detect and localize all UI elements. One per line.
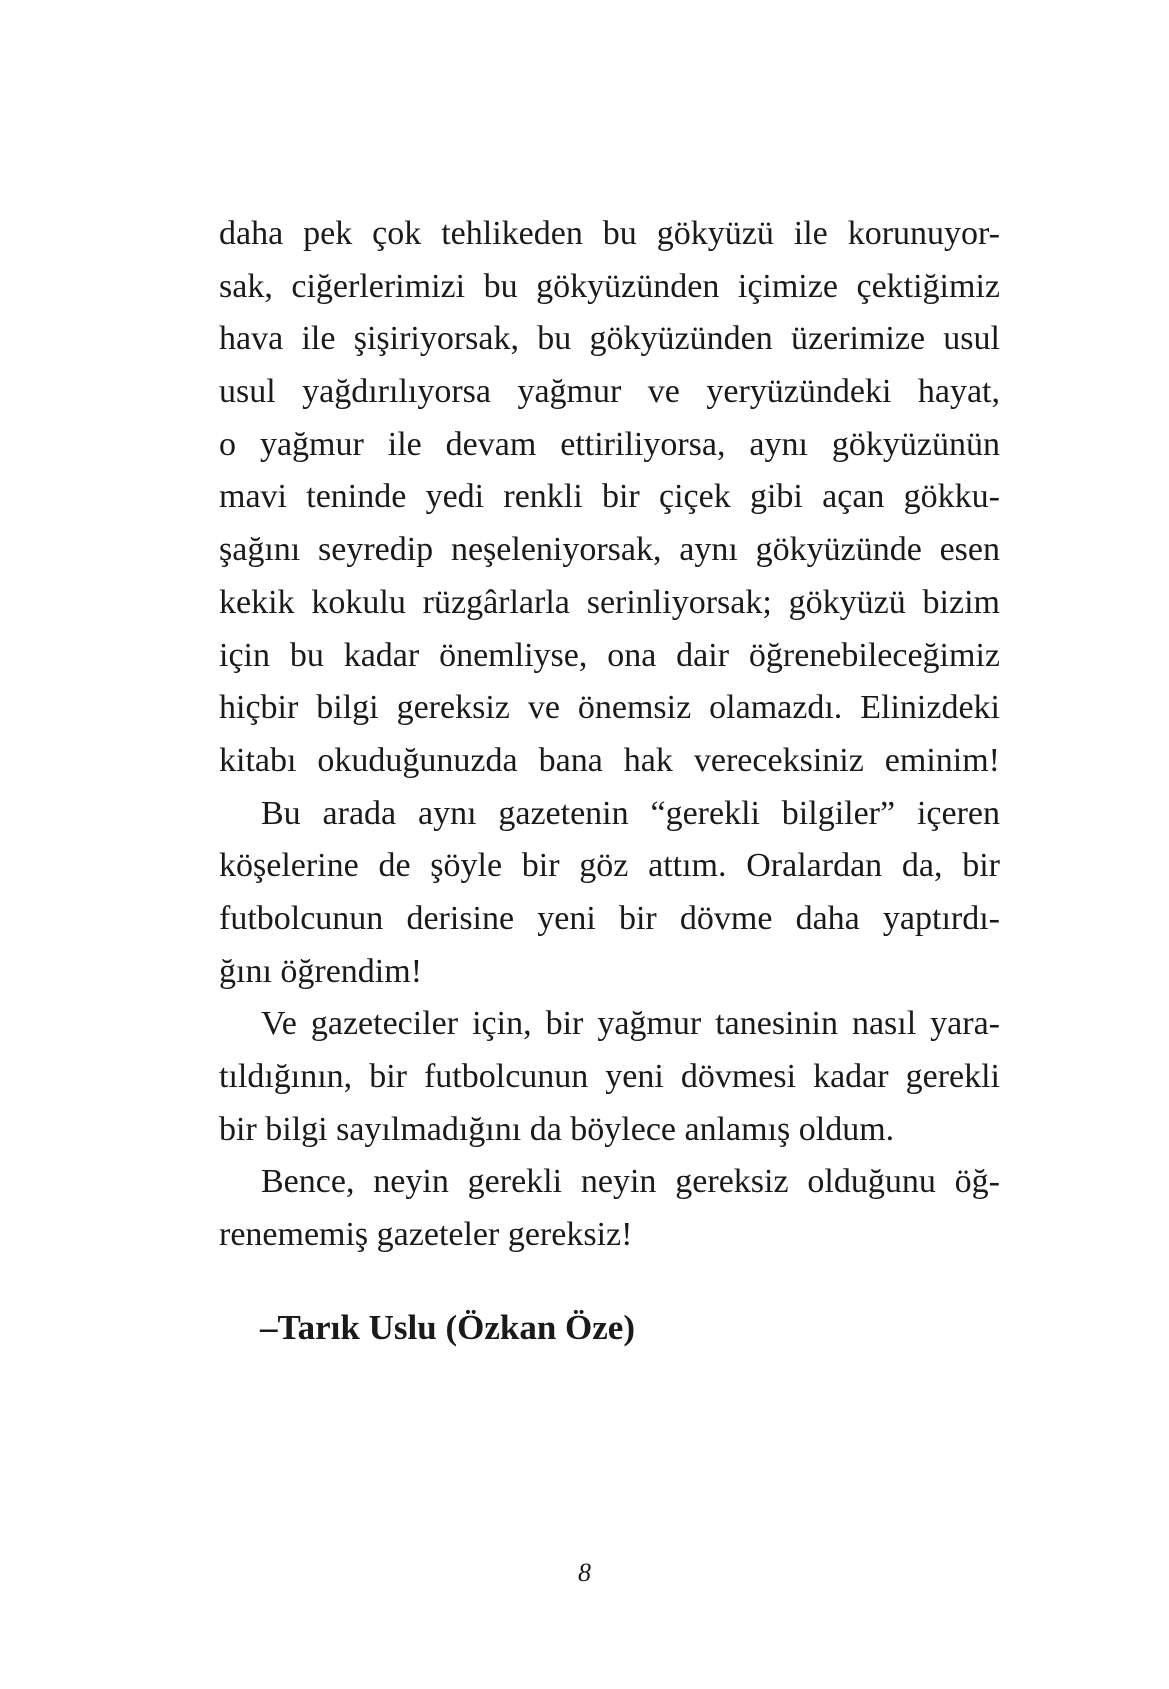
text-line: Bence, neyin gerekli neyin gereksiz olduğunu öğ- [261,1163,1000,1201]
text-line: futbolcunun derisine yeni bir dövme daha yaptırdı- [219,899,1000,937]
text-line: Ve gazeteciler için, bir yağmur tanesinin nasıl yara- [261,1005,1000,1043]
paragraph-4 [219,1156,1000,1261]
text-line: kitabı okuduğunuzda bana hak vereceksiniz eminim! [219,741,1000,779]
text-line: ğını öğrendim! [219,952,423,990]
text-line: o yağmur ile devam ettiriliyorsa, aynı gökyüzünün [219,425,1000,463]
paragraph-2 [219,788,1000,999]
text-line: daha pek çok tehlikeden bu gökyüzü ile korunuyor- [219,215,1000,252]
text-line: kekik kokulu rüzgârlarla serinliyorsak; gökyüzü bizim [219,583,1000,621]
text-line: sak, ciğerlerimizi bu gökyüzünden içimize çektiğimiz [219,267,1000,305]
text-line: Bu arada aynı gazetenin “gerekli bilgiler” içeren [261,794,1000,832]
paragraph-1 [219,208,1000,788]
text-line: köşelerine de şöyle bir göz attım. Oralardan da, bir [219,847,1000,885]
text-line: mavi teninde yedi renkli bir çiçek gibi açan gökku- [219,478,1000,516]
text-line: hava ile şişiriyorsak, bu gökyüzünden üzerimize usul [219,320,1000,358]
text-line: şağını seyredip neşeleniyorsak, aynı gökyüzünde esen [219,531,1000,569]
page-number: 8 [578,1558,591,1587]
text-line: bir bilgi sayılmadığını da böylece anlamış oldum. [219,1110,895,1148]
paragraph-3 [219,998,1000,1156]
text-line: hiçbir bilgi gereksiz ve önemsiz olamazdı. Elinizdeki [219,689,1000,727]
text-line: renememiş gazeteler gereksiz! [219,1216,633,1254]
text-line: usul yağdırılıyorsa yağmur ve yeryüzündeki hayat, [219,373,1000,411]
text-line: tıldığının, bir futbolcunun yeni dövmesi kadar gerekli [219,1058,1000,1095]
body-text [219,208,1000,1262]
text-line: için bu kadar önemliyse, ona dair öğrenebileceğimiz [219,636,1000,674]
author-signature: –Tarık Uslu (Özkan Öze) [260,1308,635,1347]
